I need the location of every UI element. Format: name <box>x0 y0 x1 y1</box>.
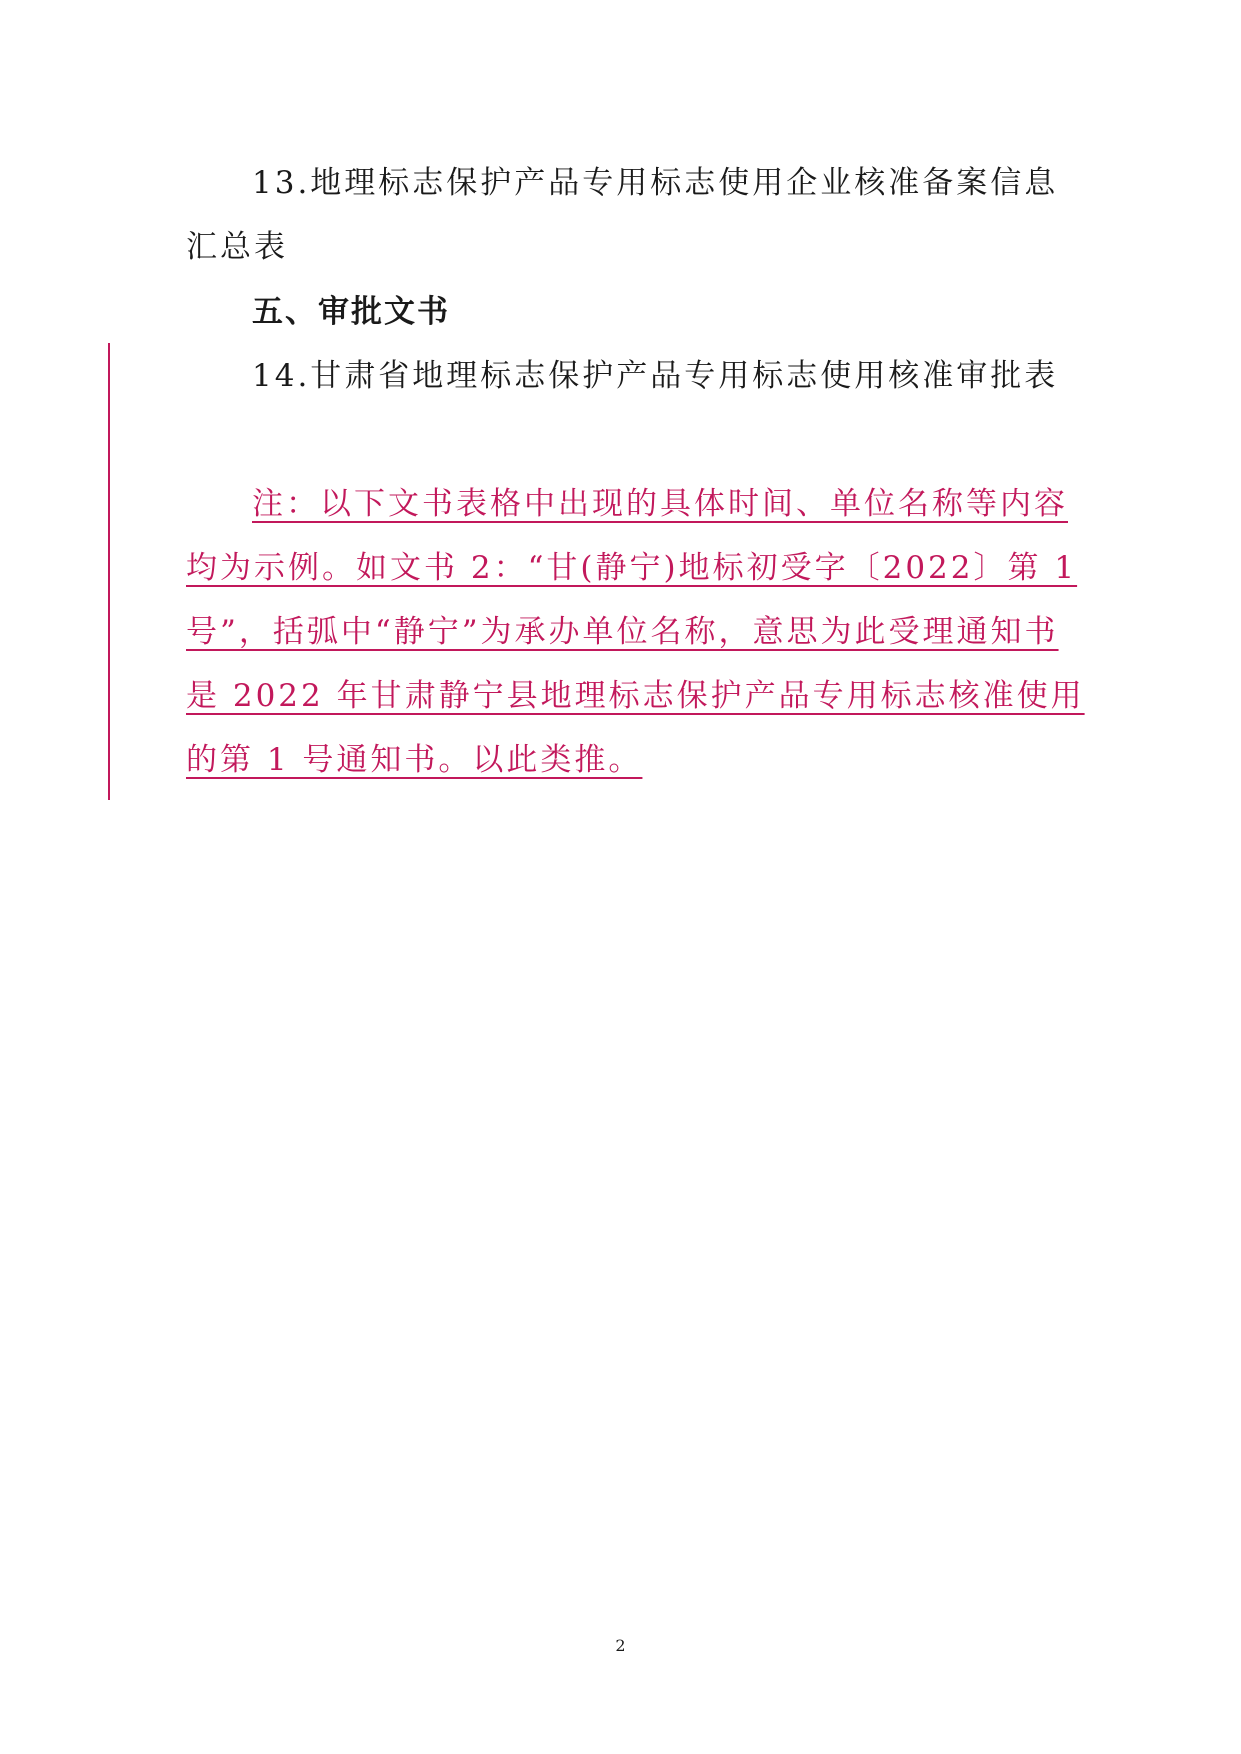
section-5-heading: 五、审批文书 <box>252 294 450 330</box>
note-line-1: 注：以下文书表格中出现的具体时间、单位名称等内容 <box>252 486 1068 522</box>
item-14-line-1: 14.甘肃省地理标志保护产品专用标志使用核准审批表 <box>252 358 1059 394</box>
note-line-3: 号”，括弧中“静宁”为承办单位名称，意思为此受理通知书 <box>186 614 1059 650</box>
note-line-4: 是 2022 年甘肃静宁县地理标志保护产品专用标志核准使用 <box>186 678 1085 714</box>
item-13-line-2: 汇总表 <box>186 229 288 265</box>
page-number: 2 <box>615 1636 626 1655</box>
item-13-line-1: 13.地理标志保护产品专用标志使用企业核准备案信息 <box>252 165 1059 201</box>
revision-margin-bar <box>108 343 110 800</box>
note-line-5: 的第 1 号通知书。以此类推。 <box>186 742 643 778</box>
note-line-2: 均为示例。如文书 2：“甘(静宁)地标初受字〔2022〕第 1 <box>186 550 1078 586</box>
